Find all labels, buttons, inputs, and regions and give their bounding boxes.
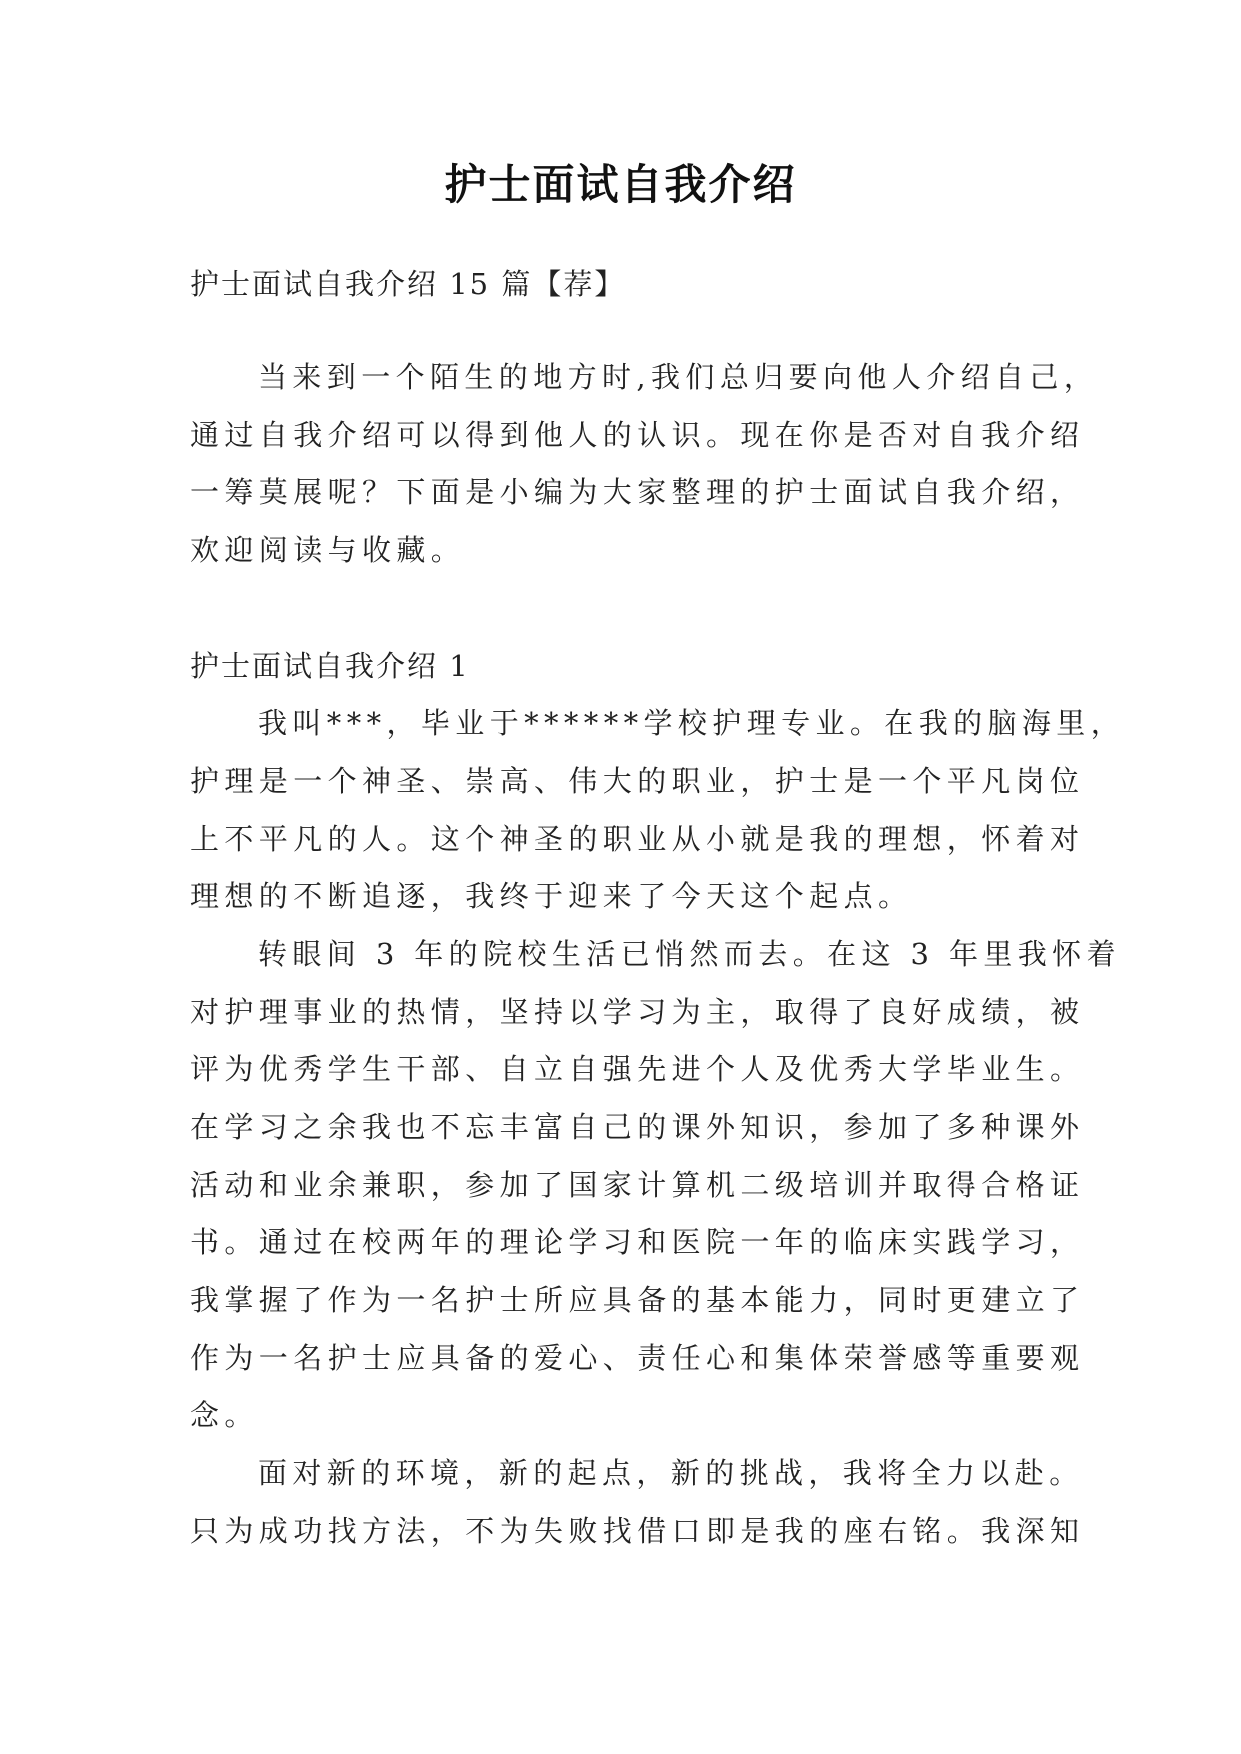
para2-line-8: 作为一名护士应具备的爱心、责任心和集体荣誉感等重要观 xyxy=(190,1341,1085,1375)
para2-line-9: 念。 xyxy=(190,1398,259,1432)
document-title: 护士面试自我介绍 xyxy=(444,160,797,209)
para1-line-4: 理想的不断追逐，我终于迎来了今天这个起点。 xyxy=(190,879,913,913)
para2-line-3: 评为优秀学生干部、自立自强先进个人及优秀大学毕业生。 xyxy=(190,1052,1085,1086)
para2-line-5: 活动和业余兼职，参加了国家计算机二级培训并取得合格证 xyxy=(190,1168,1085,1202)
para2-line-2: 对护理事业的热情，坚持以学习为主，取得了良好成绩，被 xyxy=(190,995,1085,1029)
para2-line-6: 书。通过在校两年的理论学习和医院一年的临床实践学习， xyxy=(190,1225,1085,1259)
intro-line-4: 欢迎阅读与收藏。 xyxy=(190,533,466,567)
intro-line-1: 当来到一个陌生的地方时,我们总归要向他人介绍自己， xyxy=(258,360,1099,394)
intro-line-2: 通过自我介绍可以得到他人的认识。现在你是否对自我介绍 xyxy=(190,418,1085,452)
para2-line-7: 我掌握了作为一名护士所应具备的基本能力，同时更建立了 xyxy=(190,1283,1085,1317)
document-subtitle: 护士面试自我介绍 15 篇【荐】 xyxy=(190,267,626,301)
section-heading: 护士面试自我介绍 1 xyxy=(190,649,470,683)
intro-line-3: 一筹莫展呢？下面是小编为大家整理的护士面试自我介绍， xyxy=(190,475,1085,509)
para3-line-1: 面对新的环境，新的起点，新的挑战，我将全力以赴。 xyxy=(258,1456,1084,1490)
para2-line-4: 在学习之余我也不忘丰富自己的课外知识，参加了多种课外 xyxy=(190,1110,1085,1144)
para1-line-2: 护理是一个神圣、崇高、伟大的职业，护士是一个平凡岗位 xyxy=(190,764,1085,798)
para1-line-3: 上不平凡的人。这个神圣的职业从小就是我的理想，怀着对 xyxy=(190,822,1085,856)
para3-line-2: 只为成功找方法，不为失败找借口即是我的座右铭。我深知 xyxy=(190,1514,1085,1548)
para2-line-1: 转眼间 3 年的院校生活已悄然而去。在这 3 年里我怀着 xyxy=(258,937,1121,971)
para1-line-1: 我叫***，毕业于******学校护理专业。在我的脑海里， xyxy=(258,706,1126,740)
